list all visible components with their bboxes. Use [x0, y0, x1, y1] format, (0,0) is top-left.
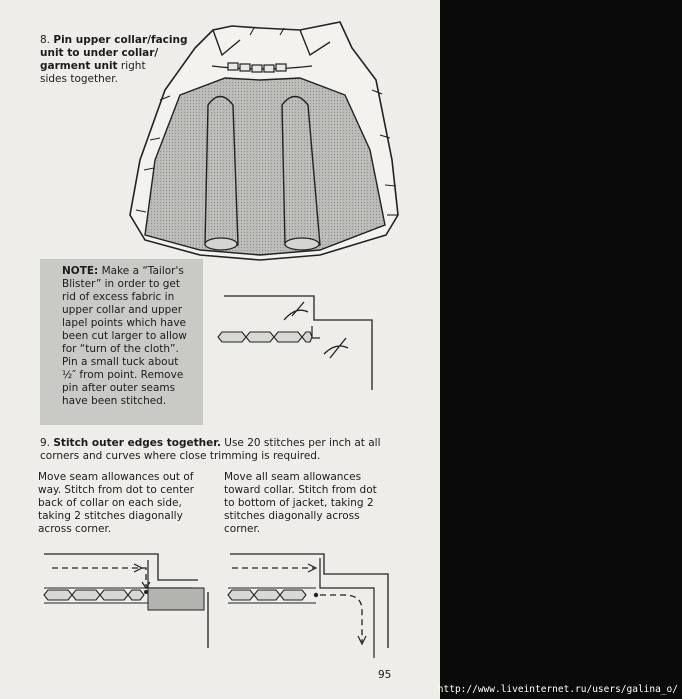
tailors-blister-diagram: [212, 290, 382, 410]
step-9-text: [40, 437, 430, 463]
left-stitch-diagram: [38, 548, 228, 648]
step-8-number: 8.: [40, 34, 51, 46]
step-8-rest: right sides together.: [40, 60, 146, 85]
watermark-url[interactable]: http://www.liveinternet.ru/users/galina_o/: [437, 684, 678, 695]
jacket-collar-illustration: [0, 0, 440, 270]
step-9-rest: Use 20 stitches per inch at all corners and curves where close trimming is required.: [40, 437, 381, 462]
note-body: Make a “Tailor's Blister” in order to get rid of excess fabric in upper collar and upper lapel points which have been cut larger to allow for “turn of the cloth”. Pin a small tuck about ½″ from point. Remove pin after outer seams have been stitched.: [62, 265, 187, 407]
left-instruction: Move seam allowances out of way. Stitch from dot to center back of collar on each side, taking 2 stitches diagonally across corner.: [38, 471, 194, 535]
note-text: [62, 265, 202, 408]
step-8-bold: Pin upper collar/facing unit to under collar/ garment unit: [40, 34, 188, 72]
step-9-bold: Stitch outer edges together.: [53, 437, 221, 449]
right-instruction: Move all seam allowances toward collar. Stitch from dot to bottom of jacket, taking 2 stitches diagonally across corner.: [224, 471, 377, 535]
page-number: 95: [378, 669, 392, 681]
step-9-number: 9.: [40, 437, 51, 449]
right-stitch-diagram: [224, 548, 424, 658]
note-label: NOTE:: [62, 265, 99, 277]
